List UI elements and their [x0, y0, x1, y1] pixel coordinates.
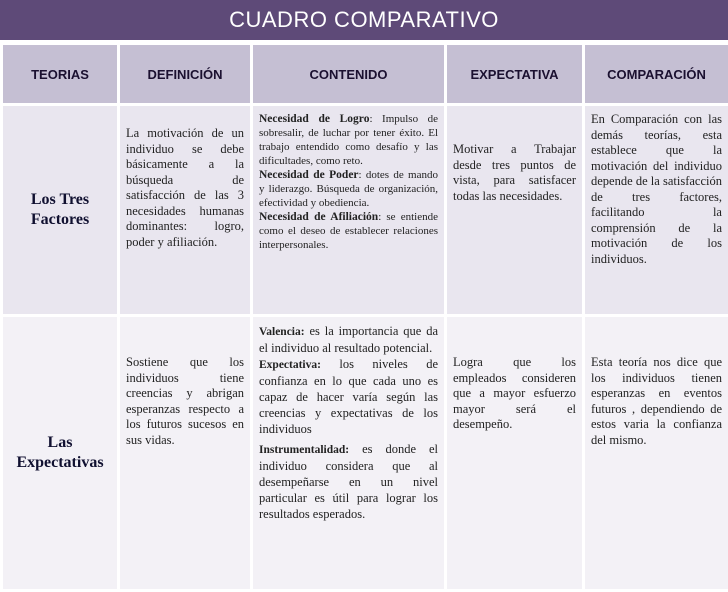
content-text: : dotes de mando y liderazgo. Búsqueda de organización, efectividad y obediencia.: [259, 169, 438, 209]
content-item: [259, 210, 438, 252]
expectation-cell: Logra que los empleados consideren que a mayor esfuerzo mayor será el desempeño.: [446, 316, 584, 591]
content-term: Instrumentalidad:: [259, 444, 349, 456]
content-text: : se entiende como el deseo de establecer relaciones interpersonales.: [259, 211, 438, 251]
table-row: [2, 316, 728, 591]
content-item: [259, 168, 438, 210]
comparison-table: [0, 42, 728, 592]
content-item: [259, 323, 438, 356]
content-cell: [252, 105, 446, 316]
content-text: es donde el individuo considera que al desempeñarse en un nivel particular es útil para lograr los resultados esperados.: [259, 442, 438, 521]
content-text: : Impulso de sobresalir, de luchar por tener éxito. El trabajo entendido como desafío y las dificultades, como reto.: [259, 113, 438, 167]
header-teorias: TEORIAS: [2, 44, 119, 105]
comparison-cell: En Comparación con las demás teorías, esta establece que la motivación del individuo depende de la satisfacción de tres factores, facilitando la comprensión de la motivación de los individuos.: [584, 105, 728, 316]
content-item: [259, 441, 438, 522]
content-item: [259, 112, 438, 168]
content-term: Necesidad de Afiliación: [259, 211, 378, 223]
content-item: [259, 356, 438, 437]
theory-name: Las Expectativas: [2, 316, 119, 591]
content-cell: [252, 316, 446, 591]
header-expectativa: EXPECTATIVA: [446, 44, 584, 105]
content-text: es la importancia que da el individuo al resultado potencial.: [259, 324, 438, 355]
content-text: los niveles de confianza en lo que cada uno es capaz de hacer varía según las creencias y expectativas de los individuos: [259, 357, 438, 436]
header-definicion: DEFINICIÓN: [119, 44, 252, 105]
content-term: Necesidad de Poder: [259, 169, 359, 181]
definition-cell: La motivación de un individuo se debe básicamente a la búsqueda de satisfacción de las 3 necesidades humanas dominantes: logro, poder y afiliación.: [119, 105, 252, 316]
expectation-cell: Motivar a Trabajar desde tres puntos de vista, para satisfacer todas las necesidades.: [446, 105, 584, 316]
content-term: Expectativa:: [259, 359, 321, 371]
comparison-cell: Esta teoría nos dice que los individuos tienen esperanzas en eventos futuros , dependiendo de estos varia la confianza del mismo.: [584, 316, 728, 591]
page-title: CUADRO COMPARATIVO: [0, 0, 728, 40]
theory-name: Los Tres Factores: [2, 105, 119, 316]
header-comparacion: COMPARACIÓN: [584, 44, 728, 105]
content-term: Necesidad de Logro: [259, 113, 369, 125]
definition-cell: Sostiene que los individuos tiene creencias y abrigan esperanzas respecto a los futuros sucesos en sus vidas.: [119, 316, 252, 591]
content-term: Valencia:: [259, 326, 305, 338]
table-row: [2, 105, 728, 316]
header-contenido: CONTENIDO: [252, 44, 446, 105]
header-row: [2, 44, 728, 105]
